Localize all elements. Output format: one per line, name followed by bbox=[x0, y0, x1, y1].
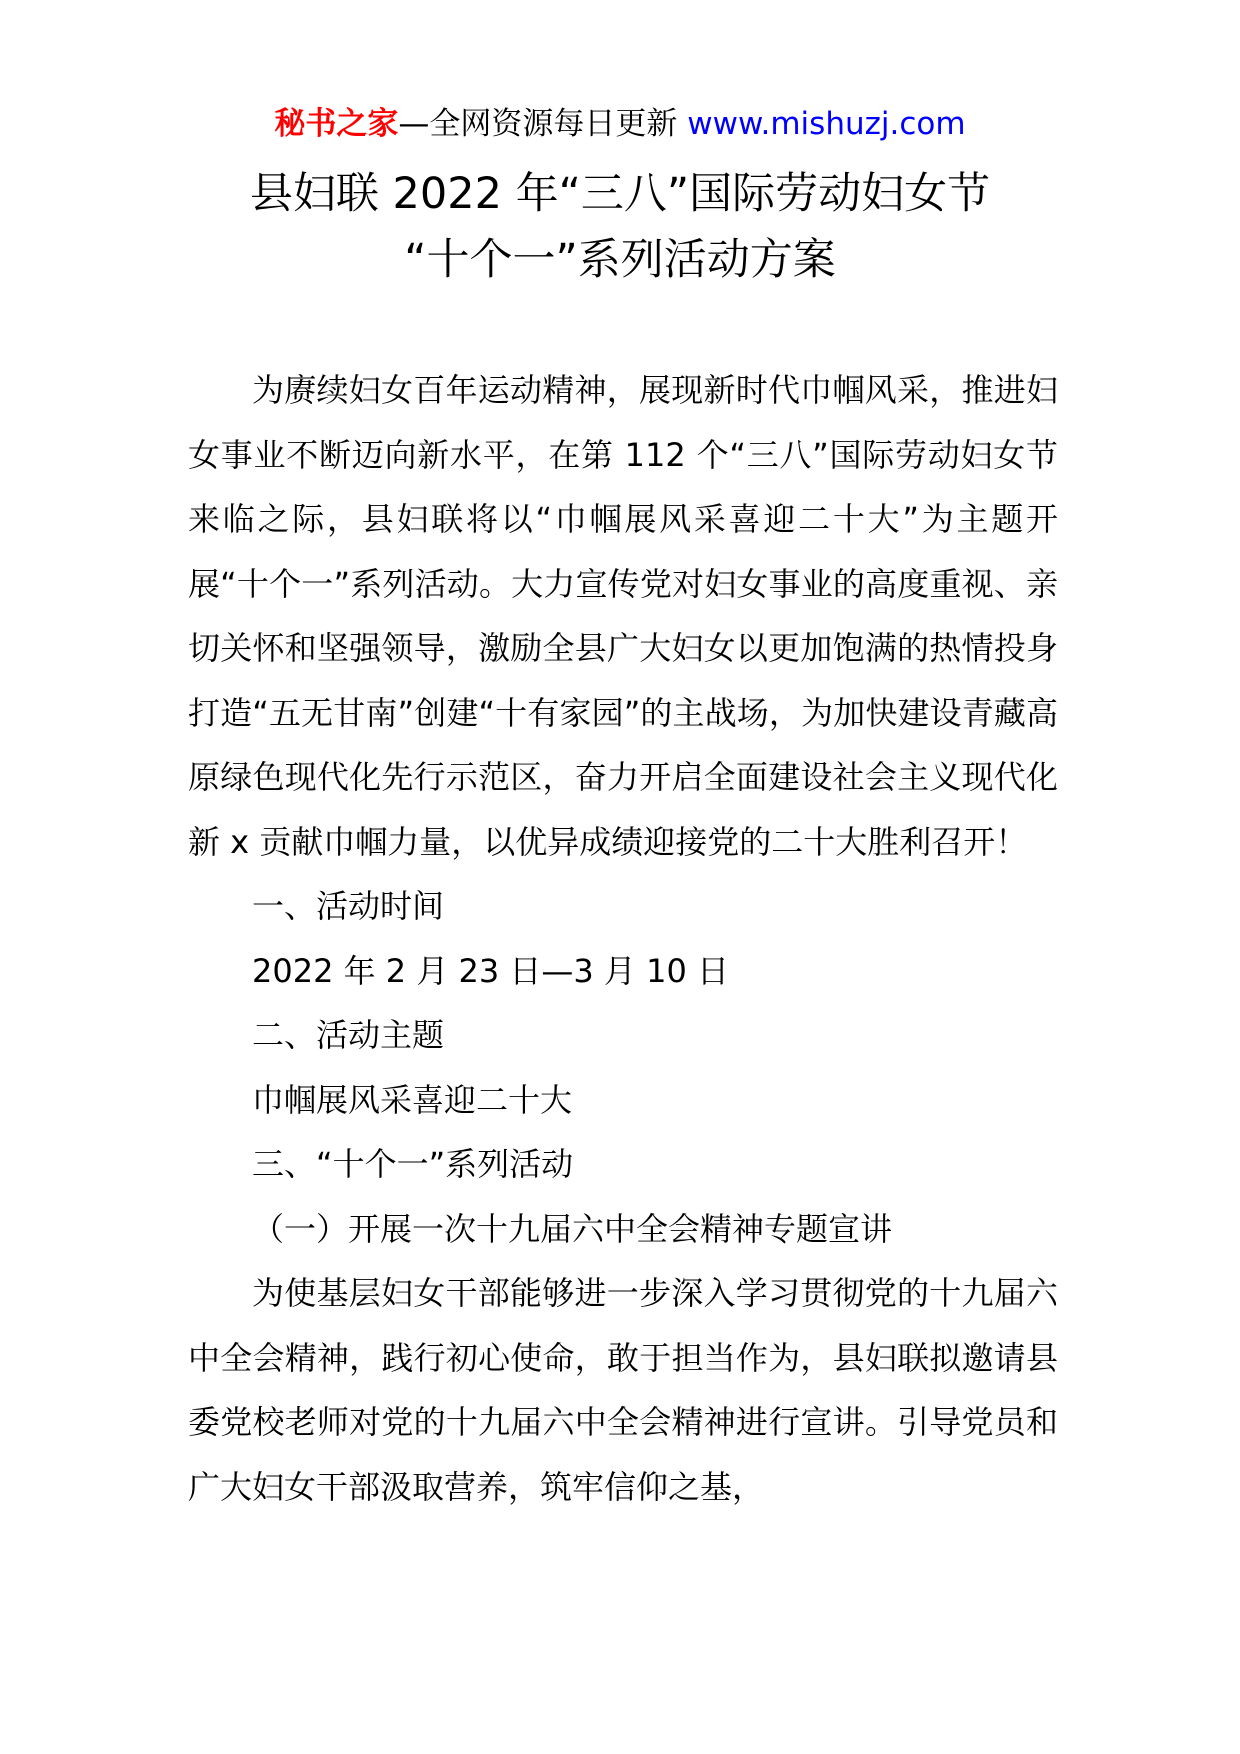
header-brand: 秘书之家 bbox=[274, 106, 399, 142]
header-site-link[interactable]: www.mishuzj.com bbox=[687, 106, 966, 142]
document-body bbox=[188, 358, 1058, 1519]
section-1-text: 2022 年 2 月 23 日—3 月 10 日 bbox=[252, 951, 729, 990]
section-2-heading: 二、活动主题 bbox=[252, 1016, 445, 1054]
section-3-heading: 三、“十个一”系列活动 bbox=[252, 1145, 574, 1183]
document-title-line-1: 县妇联 2022 年“三八”国际劳动妇女节 bbox=[249, 169, 991, 219]
document-title-line-2: “十个一”系列活动方案 bbox=[404, 235, 836, 285]
subsection-1-heading: （一）开展一次十九届六中全会精神专题宣讲 bbox=[252, 1209, 893, 1248]
subsection-1-paragraph: 为使基层妇女干部能够进一步深入学习贯彻党的十九届六中全会精神，践行初心使命，敢于担当作为，县妇联拟邀请县委党校老师对党的十九届六中全会精神进行宣讲。引导党员和广大妇女干部汲取营养，筑牢信仰之基， bbox=[188, 1274, 1058, 1506]
watermark-header bbox=[0, 102, 1240, 146]
header-tagline: —全网资源每日更新 bbox=[398, 106, 688, 142]
intro-paragraph: 为赓续妇女百年运动精神，展现新时代巾帼风采，推进妇女事业不断迈向新水平，在第 112 个“三八”国际劳动妇女节来临之际，县妇联将以“巾帼展风采喜迎二十大”为主题开展“十个一”系列活动。大力宣传党对妇女事业的高度重视、亲切关怀和坚强领导，激励全县广大妇女以更加饱满的热情投身打造“五无甘南”创建“十有家园”的主战场，为加快建设青藏高原绿色现代化先行示范区，奋力开启全面建设社会主义现代化新 x 贡献巾帼力量，以优异成绩迎接党的二十大胜利召开！ bbox=[188, 371, 1058, 861]
section-2-text: 巾帼展风采喜迎二十大 bbox=[252, 1080, 573, 1119]
section-1-heading: 一、活动时间 bbox=[252, 887, 445, 925]
